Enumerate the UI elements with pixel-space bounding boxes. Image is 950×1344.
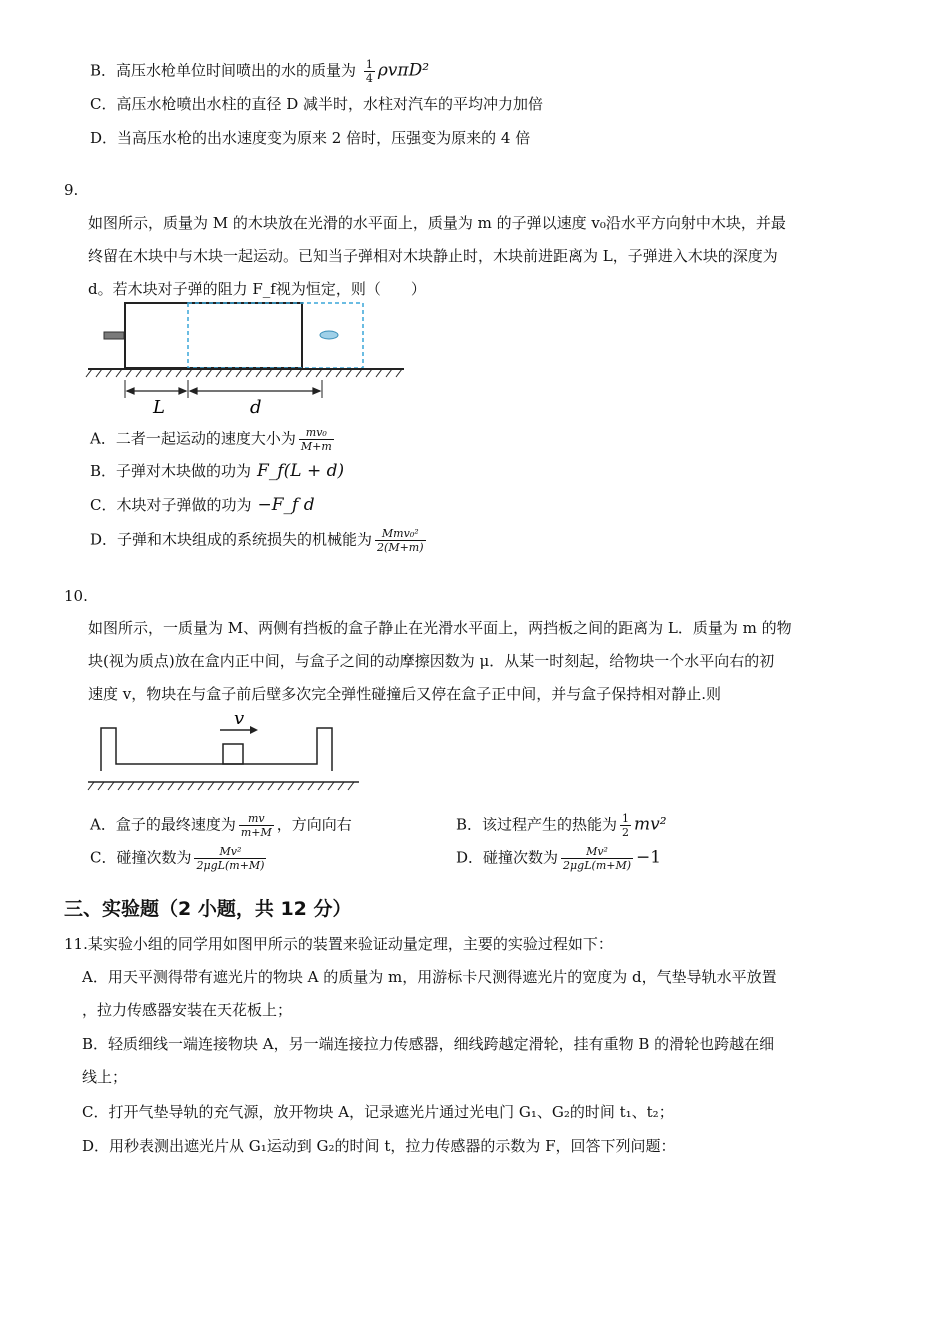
q8-option-b-expression: ρvπD² [377,60,430,81]
section-3-title: 三、实验题（2 小题，共 12 分） [64,898,352,920]
label-d: d [250,397,262,418]
q8-option-b-text: B．高压水枪单位时间喷出的水的质量为 [90,61,357,80]
q10-option-d-fraction: $\frac{\text{Mv²}}{\text{2μgL(m+M)}}$ [563,845,632,872]
label-L: L [153,397,165,418]
q9-number: 9. [64,181,79,199]
q9-option-d: D．子弹和木块组成的系统损失的机械能为 $\frac{\text{Mmv₀²}}{2(M+m)}$ [90,527,424,554]
q9-option-b-expression: F_f(L + d) [257,461,345,481]
box-with-walls [101,728,332,771]
q8-option-d: D．当高压水枪的出水速度变为原来 2 倍时，压强变为原来的 4 倍 [90,129,531,147]
q9-option-a-fraction: $\frac{\text{mv₀}}{M+m}$ [300,426,332,453]
q11-step-b-line2: 线上； [82,1068,128,1086]
ground-hatch [86,369,402,377]
q9-stem-line2: 终留在木块中与木块一起运动。已知当子弹相对木块静止时，木块前进距离为 L，子弹进入木块的深度为 [88,247,778,265]
q9-stem-line3: d。若木块对子弹的阻力 F_f视为恒定，则（ ） [88,280,426,298]
q10-figure [84,708,364,798]
q9-option-b: B．子弹对木块做的功为 F_f(L + d) [90,461,345,481]
q10-option-a-fraction: $\frac{mv}{m+M}$ [240,812,272,839]
q8-option-c: C．高压水枪喷出水柱的直径 D 减半时，水柱对汽车的平均冲力加倍 [90,95,544,113]
q11-step-b-line1: B．轻质细线一端连接物块 A，另一端连接拉力传感器，细线跨越定滑轮，挂有重物 B 的滑轮也跨越在细 [82,1035,775,1053]
embedded-bullet-icon [320,331,338,339]
wood-block-initial [125,303,302,368]
q10-option-b-fraction: $\frac{1}{2}$ [622,812,630,839]
q11-step-a-line2: ，拉力传感器安装在天花板上； [82,1001,293,1019]
q9-stem-line1: 如图所示，质量为 M 的木块放在光滑的水平面上，质量为 m 的子弹以速度 v₀沿水平方向射中木块，并最 [88,214,786,232]
q9-option-d-fraction: $\frac{\text{Mmv₀²}}{2(M+m)}$ [377,527,424,554]
q10-stem-line3: 速度 v，物块在与盒子前后壁多次完全弹性碰撞后又停在盒子正中间，并与盒子保持相对静止.则 [88,685,722,703]
velocity-arrowhead-icon [250,726,258,734]
q10-option-d: D．碰撞次数为 $\frac{\text{Mv²}}{\text{2μgL(m+M)}}$ −1 [456,845,662,872]
small-block [223,744,243,764]
ground-hatch [88,782,354,790]
q11-step-c: C．打开气垫导轨的充气源，放开物块 A，记录遮光片通过光电门 G₁、G₂的时间 t₁、t₂； [82,1103,674,1121]
q10-stem-line1: 如图所示，一质量为 M、两侧有挡板的盒子静止在光滑水平面上，两挡板之间的距离为 L．质量为 m 的物 [88,619,792,637]
q10-option-c-fraction: $\frac{\text{Mv²}}{\text{2μgL(m+M)}}$ [196,845,265,872]
q9-option-c: C．木块对子弹做的功为 −F_f d [90,495,315,515]
q10-option-b: B．该过程产生的热能为 $\frac{1}{2}$ mv² [456,812,667,839]
q10-option-a: A．盒子的最终速度为 $\frac{mv}{m+M}$ ，方向向右 [90,812,352,839]
q10-option-c: C．碰撞次数为 $\frac{\text{Mv²}}{\text{2μgL(m+M)}}$ [90,845,265,872]
q9-option-c-expression: −F_f d [257,495,315,515]
q11-step-d: D．用秒表测出遮光片从 G₁运动到 G₂的时间 t，拉力传感器的示数为 F，回答下列问题： [82,1137,676,1155]
q9-figure [84,296,414,420]
q11-stem: 11.某实验小组的同学用如图甲所示的装置来验证动量定理，主要的实验过程如下： [64,935,613,953]
q10-number: 10. [64,587,88,605]
q9-option-a: A．二者一起运动的速度大小为 $\frac{\text{mv₀}}{M+m}$ [90,426,332,453]
q10-stem-line2: 块(视为质点)放在盒内正中间，与盒子之间的动摩擦因数为 μ．从某一时刻起，给物块一个水平向右的初 [88,652,775,670]
q8-option-b-fraction: $\frac{1}{4}$ [365,58,373,85]
bullet-icon [104,332,124,339]
label-v: v [234,708,245,729]
q8-option-b [90,58,429,85]
q11-step-a-line1: A．用天平测得带有遮光片的物块 A 的质量为 m，用游标卡尺测得遮光片的宽度为 d，气垫导轨水平放置 [82,968,777,986]
dim-arrows [127,388,320,394]
